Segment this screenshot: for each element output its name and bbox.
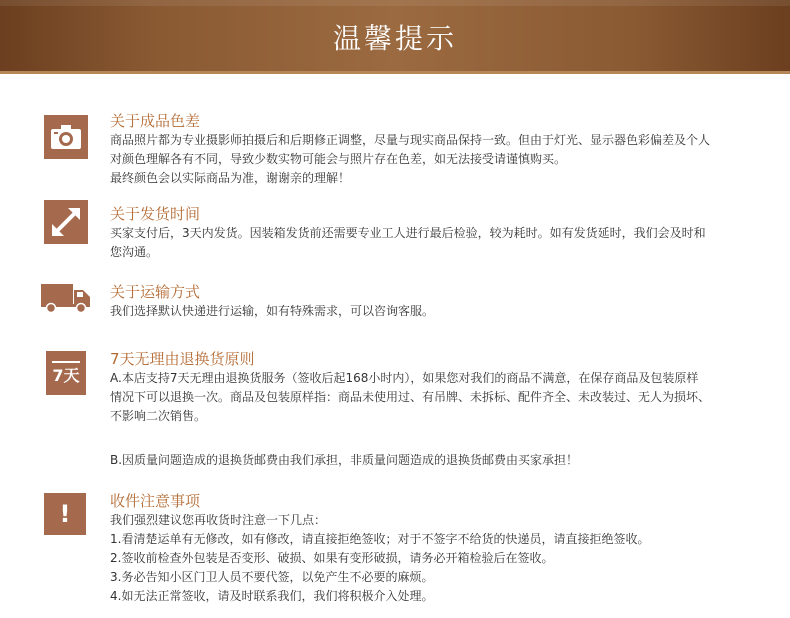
section-title: 关于成品色差 — [110, 112, 201, 130]
exclamation-icon: ! — [44, 493, 86, 535]
section-text: 2.签收前检查外包装是否变形、破损、如果有变形破损，请务必开箱检验后在签收。 — [110, 551, 554, 565]
section-text: 对颜色理解各有不同，导致少数实物可能会与照片存在色差，如无法接受请谨慎购买。 — [110, 152, 567, 166]
section-text: 不影响二次销售。 — [110, 409, 207, 423]
calendar-7-icon — [46, 351, 86, 395]
section-text: 买家支付后，3天内发货。因装箱发货前还需要专业工人进行最后检验，较为耗时。如有发货延时，我们会及时和 — [110, 226, 706, 240]
calendar-label: 7天 — [52, 366, 80, 385]
camera-icon — [44, 115, 88, 159]
section-text: 情况下可以退换一次。商品及包装原样指：商品未使用过、有吊牌、未拆标、配件齐全、未改装过、无人为损坏、 — [110, 390, 711, 404]
section-title: 7天无理由退换货原则 — [110, 350, 255, 368]
truck-icon — [40, 282, 92, 314]
section-text: 我们强烈建议您再收货时注意一下几点： — [110, 513, 327, 527]
section-text: 4.如无法正常签收，请及时联系我们，我们将积极介入处理。 — [110, 589, 434, 603]
section-text: A.本店支持7天无理由退换货服务（签收后起168小时内），如果您对我们的商品不满意，在保存商品及包装原样 — [110, 371, 699, 385]
section-text: 3.务必告知小区门卫人员不要代签，以免产生不必要的麻烦。 — [110, 570, 434, 584]
header-banner — [0, 0, 790, 74]
section-title: 关于运输方式 — [110, 283, 201, 301]
diagonal-arrow-icon — [44, 200, 88, 244]
section-title: 关于发货时间 — [110, 205, 201, 223]
section-text: 1.看清楚运单有无修改，如有修改，请直接拒绝签收；对于不签字不给货的快递员，请直接拒绝签收。 — [110, 532, 650, 546]
section-text: 商品照片都为专业摄影师拍摄后和后期修正调整，尽量与现实商品保持一致。但由于灯光、显示器色彩偏差及个人 — [110, 133, 711, 147]
section-title: 收件注意事项 — [110, 492, 201, 510]
section-text: 您沟通。 — [110, 245, 159, 259]
section-text: B.因质量问题造成的退换货邮费由我们承担，非质量问题造成的退换货邮费由买家承担！ — [110, 453, 579, 467]
page-title: 温馨提示 — [332, 22, 457, 55]
section-text: 最终颜色会以实际商品为准，谢谢亲的理解！ — [110, 171, 351, 185]
section-text: 我们选择默认快递进行运输，如有特殊需求，可以咨询客服。 — [110, 304, 435, 318]
